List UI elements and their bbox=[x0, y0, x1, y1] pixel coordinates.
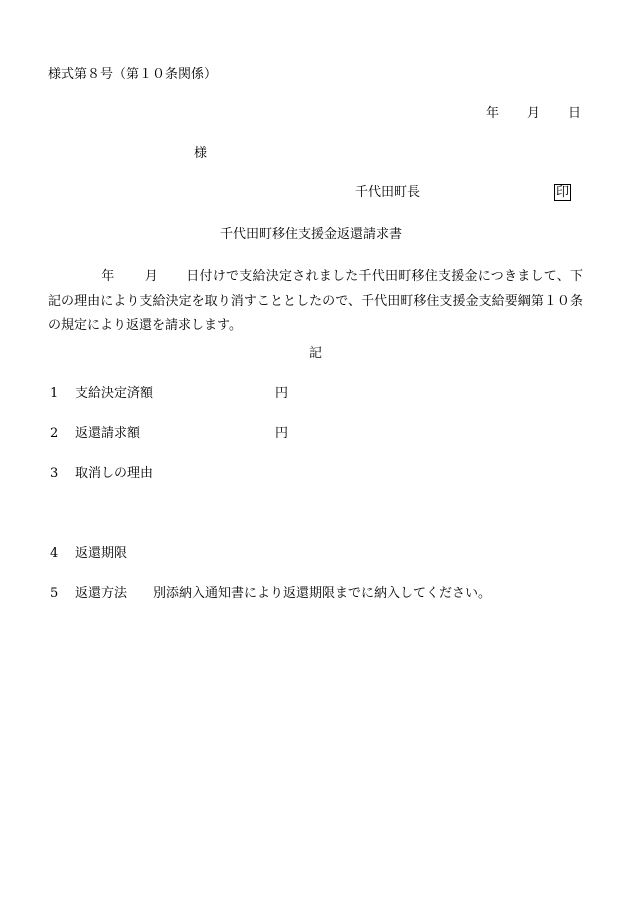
item-label: 返還期限 bbox=[75, 546, 128, 561]
item-number: 2 bbox=[50, 426, 59, 441]
date-year: 年 bbox=[485, 106, 499, 121]
body-paragraph bbox=[48, 265, 583, 339]
body-year: 年 bbox=[101, 269, 115, 284]
item-label: 支給決定済額 bbox=[75, 386, 154, 401]
date-month: 月 bbox=[526, 106, 540, 121]
document-title: 千代田町移住支援金返還請求書 bbox=[220, 227, 403, 242]
item-label: 返還方法 bbox=[75, 586, 128, 601]
item-3 bbox=[50, 467, 153, 480]
addressee-suffix: 様 bbox=[194, 146, 208, 161]
body-text: 日付けで支給決定されました千代田町移住支援金につきまして、下記の理由により支給決定を取り消すこととしたので、千代田町移住支援金支給要綱第１０条の規定により返還を請求します。 bbox=[48, 269, 583, 333]
date-day: 日 bbox=[567, 106, 581, 121]
item-label: 取消しの理由 bbox=[75, 466, 154, 481]
item-number: 3 bbox=[50, 466, 59, 481]
ki-heading: 記 bbox=[309, 346, 323, 361]
item-label: 返還請求額 bbox=[75, 426, 141, 441]
body-month: 月 bbox=[144, 269, 158, 284]
seal-mark bbox=[554, 184, 571, 201]
item-5 bbox=[50, 587, 127, 600]
item-4 bbox=[50, 547, 127, 560]
item-5-value: 別添納入通知書により返還期限までに納入してください。 bbox=[153, 586, 492, 601]
date-line bbox=[486, 107, 581, 120]
item-number: 1 bbox=[50, 386, 59, 401]
item-1 bbox=[50, 387, 153, 400]
seal-label: 印 bbox=[556, 185, 570, 200]
issuer-title: 千代田町長 bbox=[355, 185, 421, 200]
item-number: 4 bbox=[50, 546, 59, 561]
item-2 bbox=[50, 427, 140, 440]
item-number: 5 bbox=[50, 586, 59, 601]
form-number: 様式第８号（第１０条関係） bbox=[48, 67, 218, 82]
item-2-unit: 円 bbox=[275, 426, 289, 441]
item-1-unit: 円 bbox=[275, 386, 289, 401]
